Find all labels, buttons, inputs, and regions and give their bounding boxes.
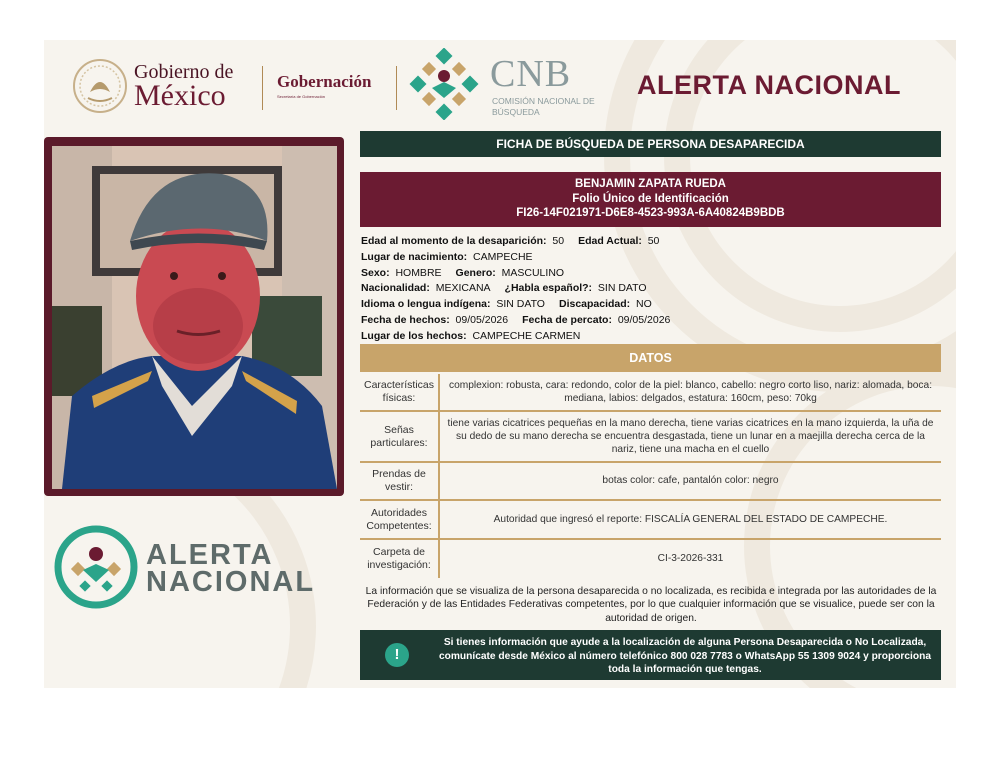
idioma: SIN DATO [496,298,545,311]
folio-label: Folio Único de Identificación [572,192,729,205]
info-line-idioma: Idioma o lengua indígena: SIN DATO Discapacidad: NO [361,298,652,311]
gob-line2: México [134,79,226,112]
person-photo-frame [44,137,344,496]
header-divider [262,66,263,110]
alerta-nacional-title: ALERTA NACIONAL [637,70,901,100]
datos-title: DATOS [360,344,941,372]
row-value: botas color: cafe, pantalón color: negro [602,475,779,487]
disclaimer-text: La información que se visualiza de la persona desaparecida o no localizada, es recibida e integrada por las autoridades de la Federación y de las Entidades Federativas competentes, por lo que cualquier información que se visualice, puede ser con la autoridad de origen. [365,586,937,624]
row-value: tiene varias cicatrices pequeñas en la mano derecha, tiene varias cicatrices en la mano izquierda, la uña de su dedo de su mano derecha se encuentra desgastada, tiene un lunar en a maejilla derecha cerca de la nariz, tiene una macha en el cuello [447,417,934,456]
row-value: CI-3-2026-331 [657,553,724,565]
person-photo [52,146,337,489]
info-line-nacimiento: Lugar de nacimiento: CAMPECHE [361,250,533,263]
fecha-hechos: 09/05/2026 [455,313,509,326]
row-label: Prendas de vestir: [360,463,440,499]
datos-table [360,374,941,578]
discapacidad: NO [636,298,652,311]
contact-text: Si tienes información que ayude a la localización de alguna Persona Desaparecida o No Localizada, comunícate desde México al número telefónico 800 028 7783 o WhatsApp 55 1309 9024 y proporciona toda la información que tengas. [438,637,931,675]
sexo: HOMBRE [395,266,442,279]
edad-actual: 50 [647,235,660,247]
info-line-lugar-hechos: Lugar de los hechos: CAMPECHE CARMEN [361,329,581,342]
alerta-nacional-emblem-icon [53,524,139,610]
lugar-nacimiento: CAMPECHE [473,250,533,263]
row-label: Carpeta de investigación: [360,540,440,578]
ficha-title: FICHA DE BÚSQUEDA DE PERSONA DESAPARECIDA [360,131,941,157]
alerta-nacional-logo-text [146,539,316,598]
info-line-nacionalidad: Nacionalidad: MEXICANA ¿Habla español?: SIN DATO [361,282,647,295]
edad-desaparicion: 50 [552,235,565,247]
row-label: Señas particulares: [360,412,440,461]
person-name-block [360,172,941,227]
person-name: BENJAMIN ZAPATA RUEDA [575,178,726,190]
habla-espanol: SIN DATO [597,282,647,295]
table-row [360,463,941,501]
row-value: complexion: robusta, cara: redondo, color de la piel: blanco, cabello: negro corto liso, nariz: alomada, boca: mediana, labios: delgados, estatura: 160cm, peso: 70kg [448,379,933,404]
cnb-emblem-icon [408,48,480,120]
cnb-title: CNB [490,53,572,95]
gobernacion-subtitle: Secretaría de Gobernación [277,94,326,99]
table-row [360,374,941,412]
gobierno-de-mexico-logo [134,62,254,111]
gobernacion-title: Gobernación [277,72,372,91]
row-value: Autoridad que ingresó el reporte: FISCALÍA GENERAL DEL ESTADO DE CAMPECHE. [493,513,888,525]
row-label: Autoridades Competentes: [360,501,440,538]
genero: MASCULINO [501,266,565,279]
contact-banner [360,630,941,680]
info-line-fechas: Fecha de hechos: 09/05/2026 Fecha de percato: 09/05/2026 [361,313,671,326]
row-label: Características físicas: [360,374,440,410]
info-line-sexo: Sexo: HOMBRE Genero: MASCULINO [361,266,565,279]
mexico-shield-icon [72,58,128,114]
logo-line1: ALERTA [146,539,274,571]
person-info [361,234,941,345]
gob-line1: Gobierno de [134,61,234,83]
header-divider [396,66,397,110]
fecha-percato: 09/05/2026 [617,313,671,326]
exclamation-icon: ! [385,643,409,667]
lugar-hechos: CAMPECHE CARMEN [472,329,581,342]
folio-value: FI26-14F021971-D6E8-4523-993A-6A40824B9BDB [516,207,785,219]
cnb-subtitle: COMISIÓN NACIONAL DE BÚSQUEDA [492,96,595,117]
table-row [360,540,941,578]
table-row [360,412,941,463]
gobernacion-logo [277,72,392,99]
table-row [360,501,941,540]
nacionalidad: MEXICANA [435,282,491,295]
logo-line2: NACIONAL [146,566,316,598]
info-line-edad: Edad al momento de la desaparición: 50 Edad Actual: 50 [361,235,660,247]
